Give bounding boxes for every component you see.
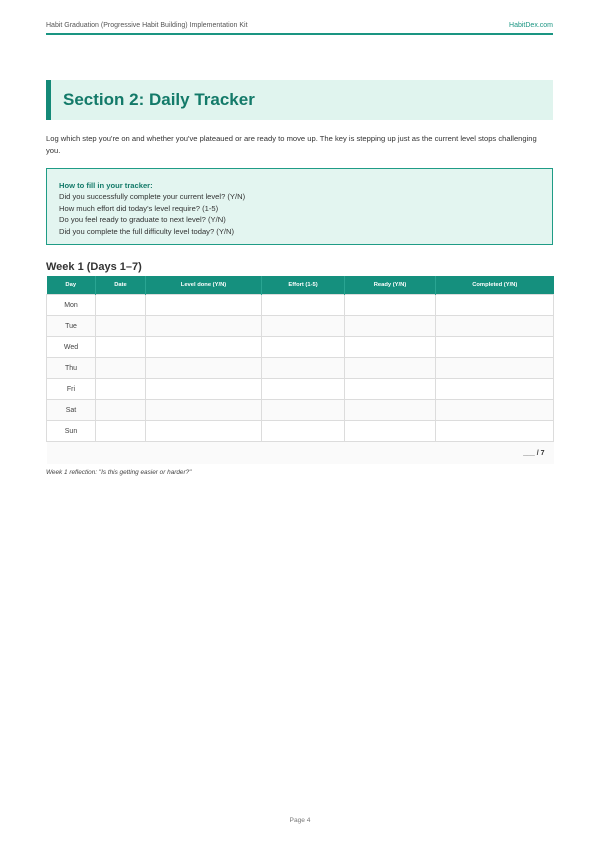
- ready-cell[interactable]: [345, 400, 436, 421]
- table-row: [47, 316, 554, 337]
- level-done-cell[interactable]: [146, 400, 262, 421]
- level-done-cell[interactable]: [146, 295, 262, 316]
- column-header-ready: Ready (Y/N): [345, 276, 436, 295]
- date-cell[interactable]: [96, 379, 146, 400]
- column-header-day: Day: [47, 276, 96, 295]
- day-cell: Sun: [47, 421, 96, 442]
- table-row: [47, 337, 554, 358]
- instructions-box: [46, 168, 553, 245]
- date-cell[interactable]: [96, 337, 146, 358]
- completed-cell[interactable]: [436, 421, 554, 442]
- table-row: [47, 379, 554, 400]
- instruction-line: How much effort did today's level require? (1-5): [59, 203, 219, 213]
- table-header-row: [47, 276, 554, 295]
- tracker-table: [46, 276, 554, 464]
- page-header: [46, 20, 553, 35]
- instruction-line: Do you feel ready to graduate to next level? (Y/N): [59, 215, 226, 225]
- column-header-effort: Effort (1-5): [262, 276, 345, 295]
- column-header-level-done: Level done (Y/N): [146, 276, 262, 295]
- intro-paragraph: Log which step you're on and whether you've plateaued or are ready to move up. The key is stepping up just as the current level stops challenging you.: [46, 134, 537, 155]
- table-row: [47, 400, 554, 421]
- ready-cell[interactable]: [345, 421, 436, 442]
- ready-cell[interactable]: [345, 295, 436, 316]
- day-cell: Thu: [47, 358, 96, 379]
- level-done-cell[interactable]: [146, 358, 262, 379]
- date-cell[interactable]: [96, 400, 146, 421]
- instruction-line: Did you complete the full difficulty level today? (Y/N): [59, 226, 235, 236]
- total-row: [47, 442, 554, 465]
- day-cell: Mon: [47, 295, 96, 316]
- day-cell: Fri: [47, 379, 96, 400]
- completed-cell[interactable]: [436, 358, 554, 379]
- ready-cell[interactable]: [345, 337, 436, 358]
- ready-cell[interactable]: [345, 316, 436, 337]
- page-number: Page 4: [289, 817, 311, 824]
- effort-cell[interactable]: [262, 316, 345, 337]
- level-done-cell[interactable]: [146, 316, 262, 337]
- week-total[interactable]: ___ / 7: [47, 442, 554, 465]
- day-cell: Sat: [47, 400, 96, 421]
- level-done-cell[interactable]: [146, 379, 262, 400]
- effort-cell[interactable]: [262, 400, 345, 421]
- date-cell[interactable]: [96, 358, 146, 379]
- column-header-date: Date: [96, 276, 146, 295]
- week-reflection-prompt: Week 1 reflection: "Is this getting easier or harder?": [46, 469, 192, 476]
- section-title: Section 2: Daily Tracker: [63, 90, 255, 109]
- date-cell[interactable]: [96, 295, 146, 316]
- table-row: [47, 358, 554, 379]
- effort-cell[interactable]: [262, 421, 345, 442]
- ready-cell[interactable]: [345, 379, 436, 400]
- week-heading: Week 1 (Days 1–7): [46, 261, 142, 273]
- instructions-title: How to fill in your tracker:: [59, 181, 153, 190]
- section-heading: [46, 80, 553, 120]
- day-cell: Wed: [47, 337, 96, 358]
- column-header-completed: Completed (Y/N): [436, 276, 554, 295]
- brand-link[interactable]: HabitDex.com: [509, 22, 553, 29]
- effort-cell[interactable]: [262, 337, 345, 358]
- completed-cell[interactable]: [436, 379, 554, 400]
- completed-cell[interactable]: [436, 316, 554, 337]
- effort-cell[interactable]: [262, 358, 345, 379]
- instruction-line: Did you successfully complete your current level? (Y/N): [59, 192, 246, 201]
- table-row: [47, 421, 554, 442]
- ready-cell[interactable]: [345, 358, 436, 379]
- completed-cell[interactable]: [436, 337, 554, 358]
- table-row: [47, 295, 554, 316]
- completed-cell[interactable]: [436, 400, 554, 421]
- effort-cell[interactable]: [262, 295, 345, 316]
- day-cell: Tue: [47, 316, 96, 337]
- effort-cell[interactable]: [262, 379, 345, 400]
- date-cell[interactable]: [96, 421, 146, 442]
- completed-cell[interactable]: [436, 295, 554, 316]
- document-title: Habit Graduation (Progressive Habit Building) Implementation Kit: [46, 22, 248, 29]
- level-done-cell[interactable]: [146, 421, 262, 442]
- date-cell[interactable]: [96, 316, 146, 337]
- level-done-cell[interactable]: [146, 337, 262, 358]
